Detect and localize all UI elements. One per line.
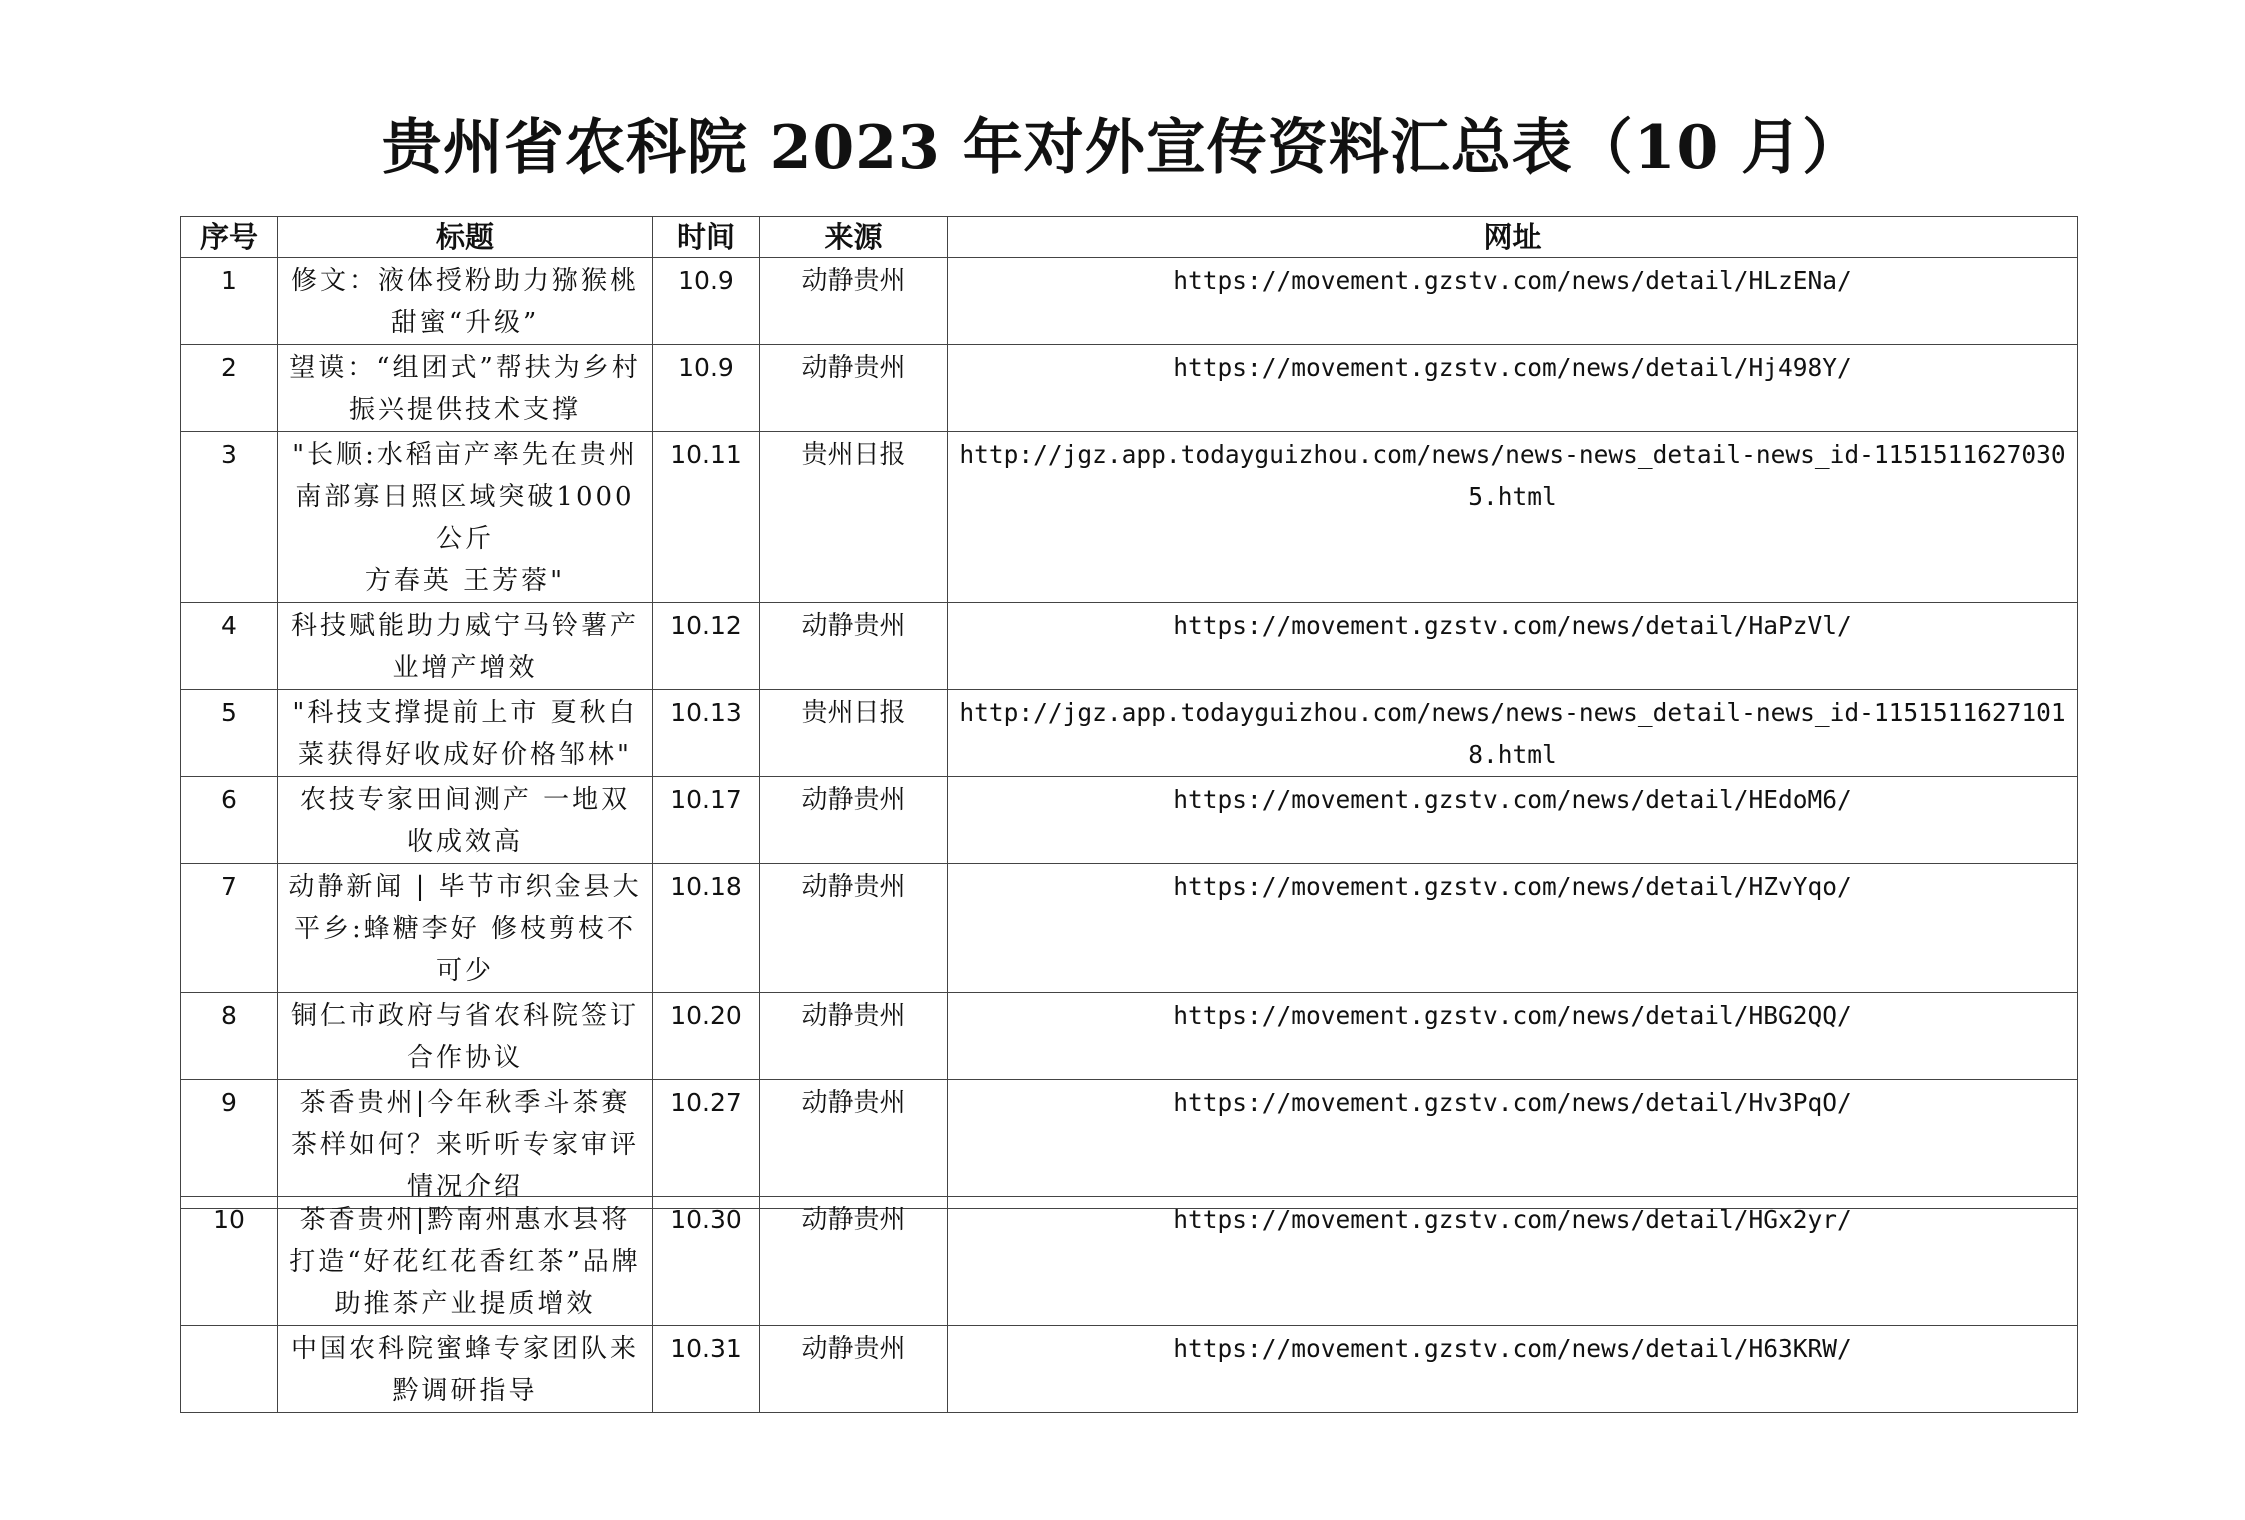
table-row: [181, 258, 2078, 345]
row-date-cell: [653, 1197, 760, 1326]
row-number: 4: [221, 611, 237, 640]
row-title-cell: [278, 864, 653, 993]
row-url: https://movement.gzstv.com/news/detail/H63KRW/: [1173, 1334, 1852, 1363]
row-url: https://movement.gzstv.com/news/detail/HaPzVl/: [1173, 611, 1852, 640]
row-number-cell: [181, 258, 278, 345]
row-source-cell: [760, 432, 948, 603]
row-source-cell: [760, 1080, 948, 1209]
row-date-cell: [653, 993, 760, 1080]
row-date-cell: [653, 864, 760, 993]
row-date: 10.17: [670, 785, 742, 814]
row-source: 动静贵州: [801, 872, 906, 902]
row-number: 2: [221, 353, 237, 382]
row-title: 动静新闻 | 毕节市织金县大平乡:蜂糖李好 修枝剪枝不可少: [288, 872, 642, 986]
row-date: 10.9: [678, 266, 734, 295]
row-date: 10.18: [670, 872, 742, 901]
row-title: 中国农科院蜜蜂专家团队来黔调研指导: [290, 1334, 639, 1406]
row-url-cell: [948, 864, 2078, 993]
row-title: 科技赋能助力威宁马铃薯产业增产增效: [290, 611, 639, 683]
table-row: [181, 345, 2078, 432]
table-row: [181, 993, 2078, 1080]
row-date-cell: [653, 258, 760, 345]
table-row: [181, 1080, 2078, 1209]
row-number: 10: [213, 1205, 245, 1234]
row-source: 动静贵州: [801, 1088, 906, 1118]
table-row: [181, 432, 2078, 603]
table-row: [181, 603, 2078, 690]
row-date: 10.30: [670, 1205, 742, 1234]
row-number-cell: [181, 345, 278, 432]
table-row: [181, 777, 2078, 864]
row-url: https://movement.gzstv.com/news/detail/Hj498Y/: [1173, 353, 1852, 382]
row-date: 10.11: [670, 440, 742, 469]
row-date-cell: [653, 1080, 760, 1209]
row-number: 1: [221, 266, 237, 295]
row-title: "长顺:水稻亩产率先在贵州南部寡日照区域突破1000公斤 方春英 王芳蓉": [292, 440, 638, 596]
row-source: 动静贵州: [801, 353, 906, 383]
row-number-cell: [181, 1326, 278, 1413]
row-source-cell: [760, 1326, 948, 1413]
row-title-cell: [278, 1080, 653, 1209]
row-source-cell: [760, 777, 948, 864]
row-number: 3: [221, 440, 237, 469]
row-source: 动静贵州: [801, 266, 906, 296]
row-url-cell: [948, 432, 2078, 603]
row-date: 10.31: [670, 1334, 742, 1363]
row-url-cell: [948, 1080, 2078, 1209]
row-url-cell: [948, 1326, 2078, 1413]
header-date: 时间: [653, 217, 760, 258]
summary-table: [180, 216, 2078, 1209]
row-source-cell: [760, 345, 948, 432]
row-title-cell: [278, 258, 653, 345]
page-title: 贵州省农科院 2023 年对外宣传资料汇总表（10 月）: [381, 113, 1864, 183]
row-title: "科技支撑提前上市 夏秋白菜获得好收成好价格邹林": [292, 698, 638, 770]
row-source-cell: [760, 993, 948, 1080]
row-source: 动静贵州: [801, 1205, 906, 1235]
row-url-cell: [948, 993, 2078, 1080]
row-title: 望谟：“组团式”帮扶为乡村振兴提供技术支撑: [289, 353, 641, 425]
row-url: http://jgz.app.todayguizhou.com/news/news-news_detail-news_id-11515116270305.html: [959, 440, 2066, 511]
table-row: [181, 1197, 2078, 1326]
row-title-cell: [278, 1326, 653, 1413]
table-row: [181, 864, 2078, 993]
table-header-row: [181, 217, 2078, 258]
row-url: https://movement.gzstv.com/news/detail/HEdoM6/: [1173, 785, 1852, 814]
row-date-cell: [653, 603, 760, 690]
row-source: 贵州日报: [801, 440, 906, 470]
row-number-cell: [181, 864, 278, 993]
row-title-cell: [278, 993, 653, 1080]
row-source-cell: [760, 690, 948, 777]
row-number-cell: [181, 603, 278, 690]
row-number-cell: [181, 432, 278, 603]
row-title-cell: [278, 690, 653, 777]
row-date: 10.12: [670, 611, 742, 640]
row-source-cell: [760, 258, 948, 345]
row-title: 铜仁市政府与省农科院签订合作协议: [290, 1001, 639, 1073]
row-url-cell: [948, 258, 2078, 345]
row-number-cell: [181, 1197, 278, 1326]
row-title: 农技专家田间测产 一地双收成效高: [299, 785, 631, 857]
row-url: https://movement.gzstv.com/news/detail/Hv3PqO/: [1173, 1088, 1852, 1117]
row-url: https://movement.gzstv.com/news/detail/HLzENa/: [1173, 266, 1852, 295]
row-date-cell: [653, 1326, 760, 1413]
header-source: 来源: [760, 217, 948, 258]
row-date: 10.27: [670, 1088, 742, 1117]
row-url-cell: [948, 603, 2078, 690]
row-number: [181, 1326, 277, 1328]
row-number-cell: [181, 777, 278, 864]
row-url-cell: [948, 690, 2078, 777]
table-row: [181, 1326, 2078, 1413]
table-row: [181, 690, 2078, 777]
row-title-cell: [278, 1197, 653, 1326]
row-date-cell: [653, 777, 760, 864]
header-url: 网址: [948, 217, 2078, 258]
row-source: 动静贵州: [801, 785, 906, 815]
row-number: 7: [221, 872, 237, 901]
row-source-cell: [760, 603, 948, 690]
row-number: 8: [221, 1001, 237, 1030]
row-title: 修文：液体授粉助力猕猴桃甜蜜“升级”: [290, 266, 639, 338]
row-date: 10.9: [678, 353, 734, 382]
row-url: https://movement.gzstv.com/news/detail/HZvYqo/: [1173, 872, 1852, 901]
row-number-cell: [181, 690, 278, 777]
row-date: 10.20: [670, 1001, 742, 1030]
row-url: http://jgz.app.todayguizhou.com/news/news-news_detail-news_id-11515116271018.html: [959, 698, 2066, 769]
row-number: 6: [221, 785, 237, 814]
row-source-cell: [760, 864, 948, 993]
row-source: 动静贵州: [801, 611, 906, 641]
row-title-cell: [278, 432, 653, 603]
row-number: 9: [221, 1088, 237, 1117]
row-url-cell: [948, 1197, 2078, 1326]
row-source: 动静贵州: [801, 1334, 906, 1364]
row-title: 茶香贵州|黔南州惠水县将打造“好花红花香红茶”品牌 助推茶产业提质增效: [289, 1205, 641, 1319]
summary-table-continued: [180, 1196, 2078, 1413]
row-url-cell: [948, 345, 2078, 432]
row-date-cell: [653, 690, 760, 777]
row-title-cell: [278, 603, 653, 690]
header-title: 标题: [278, 217, 653, 258]
row-title-cell: [278, 345, 653, 432]
row-url-cell: [948, 777, 2078, 864]
row-date-cell: [653, 345, 760, 432]
row-url: https://movement.gzstv.com/news/detail/HGx2yr/: [1173, 1205, 1852, 1234]
header-no: 序号: [181, 217, 278, 258]
row-title-cell: [278, 777, 653, 864]
row-source: 动静贵州: [801, 1001, 906, 1031]
row-date-cell: [653, 432, 760, 603]
row-source: 贵州日报: [801, 698, 906, 728]
row-date: 10.13: [670, 698, 742, 727]
row-number-cell: [181, 993, 278, 1080]
row-source-cell: [760, 1197, 948, 1326]
row-number-cell: [181, 1080, 278, 1209]
row-title: 茶香贵州|今年秋季斗茶赛茶样如何？来听听专家审评情况介绍: [290, 1088, 639, 1202]
row-url: https://movement.gzstv.com/news/detail/HBG2QQ/: [1173, 1001, 1852, 1030]
row-number: 5: [221, 698, 237, 727]
